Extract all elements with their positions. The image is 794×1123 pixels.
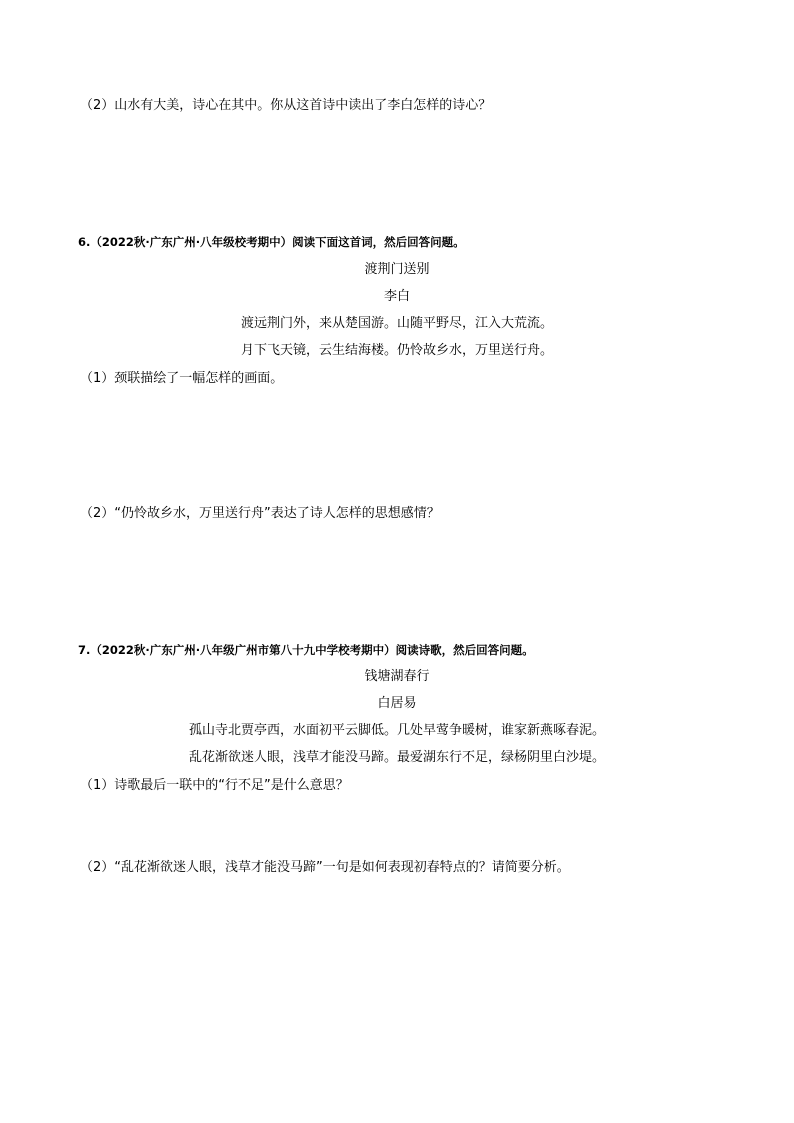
q6-poem-author: 李白: [383, 289, 410, 304]
q6-poem-line-1: 渡远荆门外，来从楚国游。山随平野尽，江入大荒流。: [240, 316, 553, 331]
q5-subquestion-2: （2）山水有大美，诗心在其中。你从这首诗中读出了李白怎样的诗心？: [80, 98, 492, 113]
q7-subquestion-2: （2）“乱花渐欲迷人眼，浅草才能没马蹄”一句是如何表现初春特点的？请简要分析。: [80, 860, 570, 875]
q7-poem-author: 白居易: [377, 696, 417, 711]
q7-heading: 7.（2022秋·广东广州·八年级广州市第八十九中学校考期中）阅读诗歌，然后回答问题。: [78, 643, 534, 657]
q7-poem-title: 钱塘湖春行: [364, 669, 430, 684]
q7-poem-line-2: 乱花渐欲迷人眼，浅草才能没马蹄。最爱湖东行不足，绿杨阴里白沙堤。: [188, 750, 605, 765]
q6-heading: 6.（2022秋·广东广州·八年级校考期中）阅读下面这首词，然后回答问题。: [78, 235, 465, 249]
q6-subquestion-1: （1）颈联描绘了一幅怎样的画面。: [80, 371, 284, 386]
q6-poem-line-2: 月下飞天镜，云生结海楼。仍怜故乡水，万里送行舟。: [240, 343, 553, 358]
q6-subquestion-2: （2）“仍怜故乡水，万里送行舟”表达了诗人怎样的思想感情？: [80, 506, 440, 521]
q7-poem-line-1: 孤山寺北贾亭西，水面初平云脚低。几处早莺争暖树，谁家新燕啄春泥。: [188, 723, 605, 738]
q7-subquestion-1: （1）诗歌最后一联中的“行不足”是什么意思？: [80, 778, 349, 793]
q6-poem-title: 渡荆门送别: [364, 262, 430, 277]
